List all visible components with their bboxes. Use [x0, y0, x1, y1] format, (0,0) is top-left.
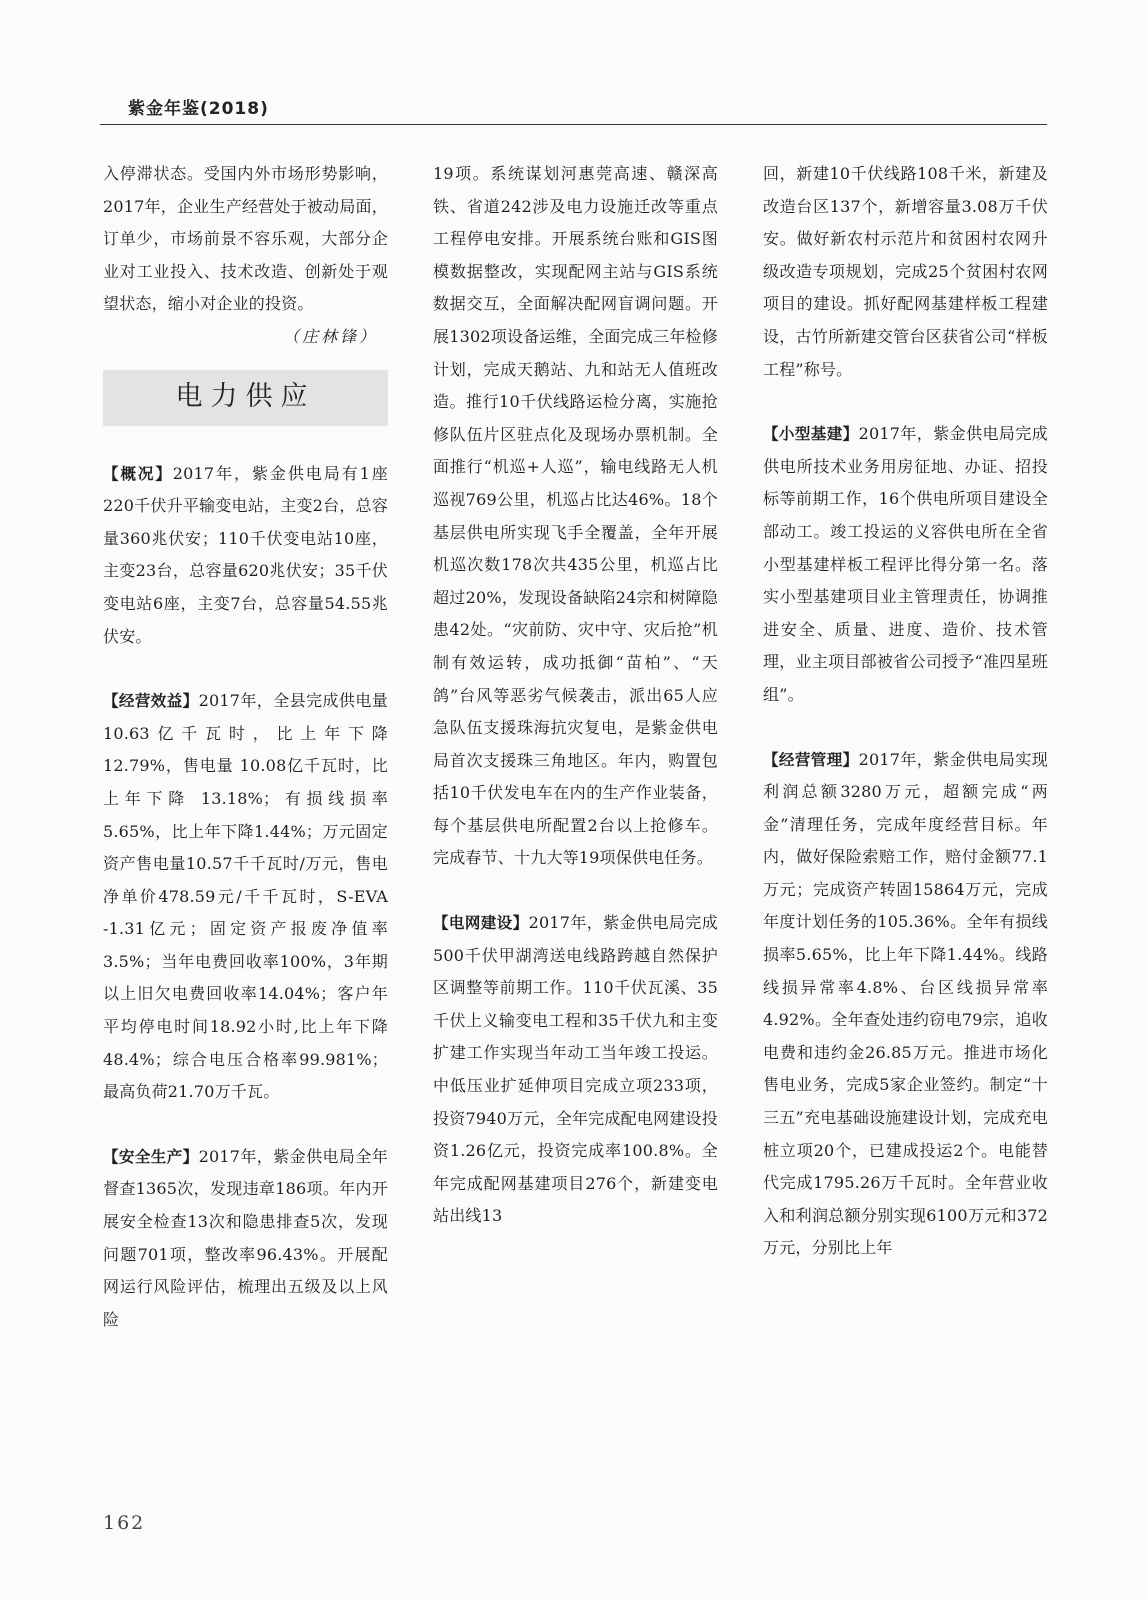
heading-safety: 【安全生产】	[103, 1147, 199, 1166]
heading-grid: 【电网建设】	[433, 914, 529, 933]
header-rule	[100, 124, 1047, 125]
text-management: 2017年，紫金供电局实现利润总额3280万元，超额完成“两金”清理任务，完成年度经营目标。年内，做好保险索赔工作，赔付金额77.1万元；完成资产转固15864万元，完成年度计划任务的105.36%。全年有损线损率5.65%，比上年下降1.44%。线路线损异常率4.8%、台区线损异常率4.92%。全年查处违约窃电79宗，追收电费和违约金26.85万元。推进市场化售电业务，完成5家企业签约。制定“十三五”充电基础设施建设计划，完成充电桩立项20个，已建成投运2个。电能替代完成1795.26万千瓦时。全年营业收入和利润总额分别实现6100万元和372万元，分别比上年	[763, 749, 1048, 1258]
heading-overview: 【概况】	[103, 464, 173, 483]
page-number: 162	[103, 1512, 146, 1534]
paragraph-safety	[103, 1141, 388, 1337]
column-1	[103, 158, 388, 1336]
paragraph-continuation: 入停滞状态。受国内外市场形势影响，2017年，企业生产经营处于被动局面，订单少，市场前景不容乐观，大部分企业对工业投入、技术改造、创新处于观望状态，缩小对企业的投资。	[103, 164, 388, 314]
running-head: 紫金年鉴(2018)	[128, 99, 269, 119]
heading-small-construction: 【小型基建】	[763, 425, 859, 444]
paragraph-grid	[433, 907, 718, 1233]
heading-management: 【经营管理】	[763, 750, 859, 769]
heading-benefit: 【经营效益】	[103, 692, 199, 711]
text-grid: 2017年，紫金供电局完成500千伏甲湖湾送电线路跨越自然保护区调整等前期工作。110千伏瓦溪、35千伏上义输变电工程和35千伏九和主变扩建工作实现当年动工当年竣工投运。中低压业扩延伸项目完成立项233项，投资7940万元，全年完成配电网建设投资1.26亿元，投资完成率100.8%。全年完成配网基建项目276个，新建变电站出线13	[433, 913, 718, 1226]
section-title: 电力供应	[103, 370, 388, 426]
column-3	[763, 158, 1048, 1265]
text-overview: 2017年，紫金供电局有1座220千伏升平输变电站，主变2台，总容量360兆伏安；110千伏变电站10座，主变23台，总容量620兆伏安；35千伏变电站6座，主变7台，总容量54.55兆伏安。	[103, 463, 388, 646]
text-benefit: 2017年，全县完成供电量 10.63亿千瓦时，比上年下降12.79%，售电量 10.08亿千瓦时，比上年下降 13.18%；有损线损率5.65%，比上年下降1.44%；万元固定资产售电量10.57千千瓦时/万元，售电净单价478.59元/千千瓦时，S-EVA -1.31亿元；固定资产报废净值率3.5%；当年电费回收率100%，3年期以上旧欠电费回收率14.04%；客户年平均停电时间18.92小时,比上年下降48.4%；综合电压合格率99.981%；最高负荷21.70万千瓦。	[103, 691, 388, 1102]
paragraph-overview	[103, 458, 388, 654]
column-2	[433, 158, 718, 1233]
text-safety: 2017年，紫金供电局全年督查1365次，发现违章186项。年内开展安全检查13次和隐患排查5次，发现问题701项，整改率96.43%。开展配网运行风险评估，梳理出五级及以上风险	[103, 1146, 388, 1329]
text-small-construction: 2017年，紫金供电局完成供电所技术业务用房征地、办证、招投标等前期工作，16个供电所项目建设全部动工。竣工投运的义容供电所在全省小型基建样板工程评比得分第一名。落实小型基建项目业主管理责任，协调推进安全、质量、进度、造价、技术管理，业主项目部被省公司授予“准四星班组”。	[763, 424, 1048, 704]
paragraph-continuation: 回，新建10千伏线路108千米，新建及改造台区137个，新增容量3.08万千伏安。做好新农村示范片和贫困村农网升级改造专项规划，完成25个贫困村农网项目的建设。抓好配网基建样板工程建设，古竹所新建交管台区获省公司“样板工程”称号。	[763, 164, 1048, 379]
paragraph-small-construction	[763, 418, 1048, 711]
author-credit: （庄林锋）	[282, 326, 378, 346]
paragraph-benefit	[103, 685, 388, 1109]
paragraph-management	[763, 744, 1048, 1266]
paragraph-continuation: 19项。系统谋划河惠莞高速、赣深高铁、省道242涉及电力设施迁改等重点工程停电安排。开展系统台账和GIS图模数据整改，实现配网主站与GIS系统数据交互，全面解决配网盲调问题。开展1302项设备运维，全面完成三年检修计划，完成天鹅站、九和站无人值班改造。推行10千伏线路运检分离，实施抢修队伍片区驻点化及现场办票机制。全面推行“机巡+人巡”，输电线路无人机巡视769公里，机巡占比达46%。18个基层供电所实现飞手全覆盖，全年开展机巡次数178次共435公里，机巡占比超过20%，发现设备缺陷24宗和树障隐患42处。“灾前防、灾中守、灾后抢”机制有效运转，成功抵御“苗柏”、“天鸽”台风等恶劣气候袭击，派出65人应急队伍支援珠海抗灾复电，是紫金供电局首次支援珠三角地区。年内，购置包括10千伏发电车在内的生产作业装备，每个基层供电所配置2台以上抢修车。完成春节、十九大等19项保供电任务。	[433, 164, 718, 868]
